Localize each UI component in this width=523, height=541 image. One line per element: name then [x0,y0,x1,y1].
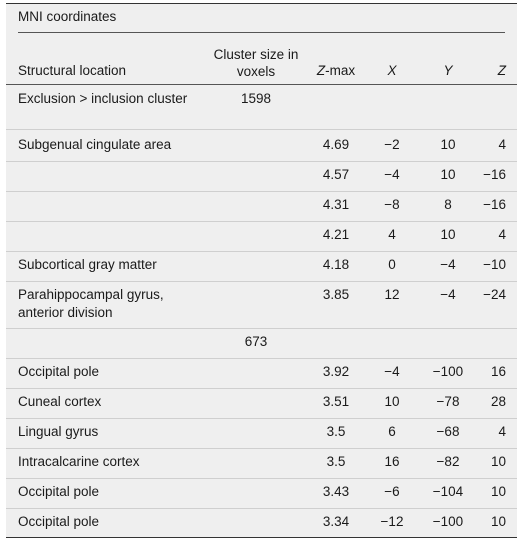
table-row [6,418,517,449]
table-row [6,281,517,329]
cell-location: Exclusion > inclusion cluster [18,91,188,106]
cell-zmax: 3.85 [322,287,350,302]
cell-zmax: 4.21 [322,227,350,242]
table-caption: MNI coordinates [18,9,117,24]
cell-location: Occipital pole [18,484,100,499]
header-zmax [306,62,366,80]
table-row [6,131,517,162]
cell-x: 6 [388,424,396,439]
cell-z: 28 [490,394,506,409]
cell-zmax: 3.92 [322,364,350,379]
cell-zmax: 4.18 [322,257,350,272]
table-row [6,388,517,419]
cell-z: −10 [483,257,506,272]
cell-x: 16 [384,454,400,469]
header-structural-location: Structural location [18,63,127,78]
cell-x: −2 [384,137,400,152]
cell-y: 10 [440,137,456,152]
cell-y: −82 [436,454,460,469]
caption-rule [18,32,505,33]
cell-x: −6 [384,484,400,499]
cell-y: 10 [440,227,456,242]
cell-z: 10 [490,484,506,499]
cell-zmax: 4.31 [322,197,350,212]
cell-location: Cuneal cortex [18,394,102,409]
table-row [6,508,517,536]
cell-y: −100 [432,364,464,379]
cell-zmax: 3.5 [326,424,346,439]
coordinates-table [6,3,517,538]
cell-x: −4 [384,167,400,182]
cell-x: 12 [384,287,400,302]
header-zmax-suffix: -max [325,63,356,78]
table-row [6,448,517,479]
cell-location: Occipital pole [18,514,100,529]
cell-x: −4 [384,364,400,379]
cell-location: Occipital pole [18,364,100,379]
cell-location: Lingual gyrus [18,424,99,439]
cell-zmax: 4.57 [322,167,350,182]
cell-y: −78 [436,394,460,409]
table-row [6,221,517,252]
cell-z: 4 [498,227,506,242]
cell-x: 0 [388,257,396,272]
cell-zmax: 3.5 [326,454,346,469]
header-z: Z [497,63,506,78]
table-row [6,478,517,509]
cell-location: Parahippocampal gyrus, anterior division [18,287,164,320]
cell-z: 16 [490,364,506,379]
cell-zmax: 3.43 [322,484,350,499]
cell-x: 10 [384,394,400,409]
table-row [6,251,517,282]
cell-zmax: 3.34 [322,514,350,529]
header-y: Y [443,63,453,78]
table-header [6,40,517,85]
cell-zmax: 3.51 [322,394,350,409]
table-row [6,328,517,359]
cell-location: Intracalcarine cortex [18,454,140,469]
cell-zmax: 4.69 [322,137,350,152]
cell-x: −12 [380,514,404,529]
header-zmax-italic: Z [316,63,326,78]
cell-location: Subgenual cingulate area [18,137,172,152]
cell-z: 10 [490,454,506,469]
header-cluster-size: Cluster size in voxels [213,47,299,79]
cell-z: 4 [498,424,506,439]
table-row [6,161,517,192]
cell-cluster: 1598 [240,91,272,106]
table-row [6,358,517,389]
cell-y: −4 [440,287,456,302]
cell-z: 10 [490,514,506,529]
cell-y: 10 [440,167,456,182]
cell-cluster: 673 [244,334,268,349]
cell-y: −100 [432,514,464,529]
cell-x: −8 [384,197,400,212]
table-row [6,85,517,130]
cell-y: −68 [436,424,460,439]
cell-y: −104 [432,484,464,499]
cell-z: −24 [483,287,506,302]
cell-z: 4 [498,137,506,152]
table-row [6,191,517,222]
cell-z: −16 [483,197,506,212]
cell-z: −16 [483,167,506,182]
cell-x: 4 [388,227,396,242]
header-x: X [387,63,397,78]
cell-y: 8 [444,197,452,212]
cell-y: −4 [440,257,456,272]
cell-location: Subcortical gray matter [18,257,157,272]
